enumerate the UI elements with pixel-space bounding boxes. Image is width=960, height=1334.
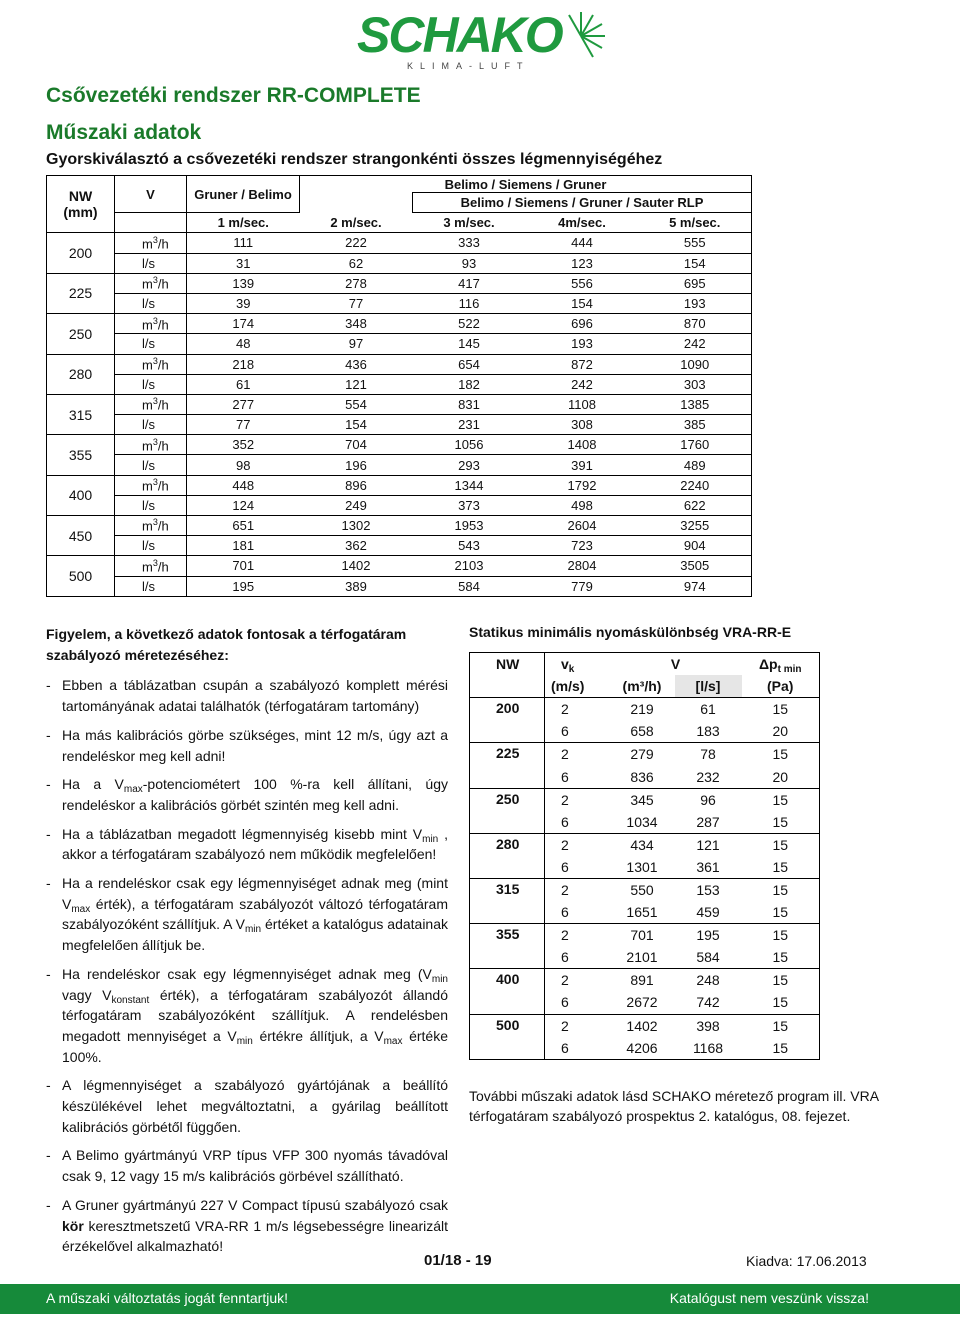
rt-cell: 20 — [742, 720, 820, 743]
cell-m3h: 1344 — [413, 475, 526, 495]
header-speed: 2 m/sec. — [300, 213, 413, 233]
note-item: - Ha a táblázatban megadott légmennyiség kisebb mint $V_{min}$ , akkor a térfogatáram szabályozó nem működik megfelelően! — [46, 824, 448, 865]
cell-ls: 489 — [639, 455, 752, 475]
rt-cell: 658 — [610, 720, 675, 743]
rt-cell: 6 — [545, 856, 610, 879]
rt-cell: 2672 — [610, 991, 675, 1014]
rt-cell: 153 — [696, 881, 720, 898]
cell-ls: 195 — [187, 576, 300, 596]
table-row — [47, 273, 752, 293]
cell-m3h: 554 — [300, 394, 413, 414]
cell-ls: 193 — [526, 334, 639, 354]
rt-cell: 279 — [630, 746, 654, 763]
rt-cell: 701 — [630, 927, 654, 944]
header-speed: 3 m/sec. — [413, 213, 526, 233]
cell-m3h: 111 — [187, 233, 300, 253]
rt-nw-value: 280 — [470, 833, 545, 878]
footer-right-text: Katalógust nem veszünk vissza! — [669, 1290, 869, 1306]
rt-cell: 1034 — [610, 811, 675, 834]
rt-cell: 96 — [700, 791, 716, 808]
table-row — [47, 394, 752, 414]
rt-cell: 287 — [675, 811, 742, 834]
cell-m3h: 3255 — [639, 516, 752, 536]
cell-ls: 48 — [187, 334, 300, 354]
table-row — [47, 253, 752, 273]
logo-tagline: KLIMA-LUFT — [407, 61, 530, 71]
nw-value: 225 — [47, 273, 115, 313]
table-row — [47, 576, 752, 596]
header-speed: 4m/sec. — [526, 213, 639, 233]
rt-cell: 4206 — [610, 1037, 675, 1060]
table-row — [47, 354, 752, 374]
cell-ls: 121 — [300, 374, 413, 394]
rt-cell: 248 — [696, 972, 720, 989]
cell-m3h: 174 — [187, 314, 300, 334]
rt-cell: 2 — [561, 836, 569, 853]
cell-ls: 373 — [413, 495, 526, 515]
cell-ls: 904 — [639, 536, 752, 556]
cell-m3h: 870 — [639, 314, 752, 334]
cell-m3h: 1408 — [526, 435, 639, 455]
rt-cell: 15 — [742, 1037, 820, 1060]
note-item: - Ha rendeléskor csak egy légmennyiséget adnak meg ($V_{min}$ vagy $V_{konstant}$ érték), a térfogatáram szabályozót állandó térfogatáram szabályozóként szállítjuk. A rendelésben megadott mennyiséget a $V_{min}$ értékre állítjuk, a $V_{max}$ értéke 100%. — [46, 964, 448, 1068]
rt-cell: 6 — [545, 811, 610, 834]
cell-m3h: 651 — [187, 516, 300, 536]
cell-ls: 181 — [187, 536, 300, 556]
unit-m3h: $m^3/h$ — [115, 556, 187, 576]
note-item: - Ha a rendeléskor csak egy légmennyiséget adnak meg (mint $V_{max}$ érték), a térfogatáram szabályozót változó térfogatáram szabályozóként szállítjuk. A $V_{min}$ értéket a katalógus adatainak megfelelően állítjuk be. — [46, 873, 448, 956]
cell-m3h: 333 — [413, 233, 526, 253]
cell-ls: 974 — [639, 576, 752, 596]
rt-cell: 2 — [561, 881, 569, 898]
cell-m3h: 1792 — [526, 475, 639, 495]
header-belimo-siemens-gruner-sauter: Belimo / Siemens / Gruner / Sauter RLP — [413, 193, 752, 213]
unit-ls: l/s — [115, 415, 187, 435]
nw-value: 400 — [47, 475, 115, 515]
rt-cell: 15 — [742, 901, 820, 924]
rt-cell: 15 — [742, 811, 820, 834]
rt-header-m3h: (m³/h) — [610, 675, 675, 698]
rt-cell: 15 — [742, 856, 820, 879]
cell-ls: 389 — [300, 576, 413, 596]
cell-m3h: 1953 — [413, 516, 526, 536]
nw-value: 500 — [47, 556, 115, 596]
cell-ls: 123 — [526, 253, 639, 273]
cell-m3h: 701 — [187, 556, 300, 576]
rt-cell: 2101 — [610, 946, 675, 969]
rt-cell: 2 — [561, 746, 569, 763]
rt-cell: 584 — [675, 946, 742, 969]
cell-m3h: 218 — [187, 354, 300, 374]
cell-ls: 93 — [413, 253, 526, 273]
unit-m3h: $m^3/h$ — [115, 273, 187, 293]
rt-cell: 6 — [545, 765, 610, 788]
rt-header-pa: (Pa) — [742, 675, 820, 698]
rt-cell: 15 — [742, 946, 820, 969]
footer-bar — [0, 1284, 960, 1314]
note-item: - Ebben a táblázatban csupán a szabályozó komplett mérési tartományának adatai találhatók (térfogatáram tartomány) — [46, 675, 448, 716]
table-row — [47, 374, 752, 394]
rt-cell: 15 — [742, 698, 820, 721]
cell-ls: 242 — [639, 334, 752, 354]
nw-value: 280 — [47, 354, 115, 394]
cell-m3h: 556 — [526, 273, 639, 293]
cell-ls: 196 — [300, 455, 413, 475]
cell-m3h: 444 — [526, 233, 639, 253]
schako-logo — [355, 6, 607, 72]
cell-ls: 97 — [300, 334, 413, 354]
cell-m3h: 896 — [300, 475, 413, 495]
cell-ls: 622 — [639, 495, 752, 515]
cell-ls: 145 — [413, 334, 526, 354]
cell-m3h: 695 — [639, 273, 752, 293]
table-row — [47, 516, 752, 536]
rt-header-ms: (m/s) — [545, 675, 610, 698]
rt-cell: 15 — [742, 833, 820, 856]
rt-row — [470, 698, 820, 721]
cell-m3h: 831 — [413, 394, 526, 414]
rt-cell: 1301 — [610, 856, 675, 879]
cell-m3h: 2103 — [413, 556, 526, 576]
table-row — [47, 556, 752, 576]
cell-m3h: 872 — [526, 354, 639, 374]
rt-header-ls: [l/s] — [675, 675, 742, 698]
rt-cell: 1651 — [610, 901, 675, 924]
rt-nw-value: 355 — [470, 924, 545, 969]
rt-row — [470, 878, 820, 901]
nw-value: 450 — [47, 516, 115, 556]
rt-cell: 345 — [630, 791, 654, 808]
rt-cell: 6 — [545, 946, 610, 969]
rt-cell: 15 — [742, 991, 820, 1014]
header-belimo-siemens-gruner: Belimo / Siemens / Gruner — [300, 176, 752, 193]
rt-cell: 836 — [610, 765, 675, 788]
cell-ls: 61 — [187, 374, 300, 394]
cell-ls: 154 — [639, 253, 752, 273]
table-row — [47, 536, 752, 556]
cell-ls: 385 — [639, 415, 752, 435]
rt-cell: 15 — [742, 788, 820, 811]
rt-cell: 2 — [561, 791, 569, 808]
unit-ls: l/s — [115, 495, 187, 515]
cell-m3h: 277 — [187, 394, 300, 414]
cell-ls: 293 — [413, 455, 526, 475]
cell-m3h: 1385 — [639, 394, 752, 414]
cell-m3h: 3505 — [639, 556, 752, 576]
rt-header-v: V — [610, 653, 742, 676]
rt-cell: 6 — [545, 1037, 610, 1060]
cell-m3h: 654 — [413, 354, 526, 374]
page-number: 01/18 - 19 — [424, 1252, 492, 1269]
rt-cell: 15 — [742, 1014, 820, 1037]
cell-ls: 62 — [300, 253, 413, 273]
cell-ls: 543 — [413, 536, 526, 556]
note-item: - A Belimo gyártmányú VRP típus VFP 300 nyomás távadóval csak 9, 12 vagy 15 m/s kalibrációs görbével szállítható. — [46, 1145, 448, 1186]
table-row — [47, 415, 752, 435]
rt-cell: 6 — [545, 901, 610, 924]
unit-m3h: $m^3/h$ — [115, 354, 187, 374]
cell-m3h: 2240 — [639, 475, 752, 495]
cell-m3h: 348 — [300, 314, 413, 334]
rt-cell: 232 — [675, 765, 742, 788]
cell-ls: 116 — [413, 293, 526, 313]
section-subtitle: Gyorskiválasztó a csővezetéki rendszer strangonkénti összes légmennyiségéhez — [46, 151, 663, 168]
rt-cell: 6 — [545, 991, 610, 1014]
rt-cell: 6 — [545, 720, 610, 743]
cell-ls: 182 — [413, 374, 526, 394]
cell-ls: 31 — [187, 253, 300, 273]
cell-m3h: 1302 — [300, 516, 413, 536]
right-note: További műszaki adatok lásd SCHAKO méretező program ill. VRA térfogatáram szabályozó prospektus 2. katalógus, 08. fejezet. — [469, 1088, 879, 1124]
rt-cell: 183 — [675, 720, 742, 743]
cell-ls: 154 — [300, 415, 413, 435]
unit-ls: l/s — [115, 576, 187, 596]
note-item: - A légmennyiséget a szabályozó gyártójának a beállító készülékével lehet megváltoztatni, a gyárilag beállított kalibrációs görbétől függően. — [46, 1075, 448, 1137]
rt-cell: 15 — [742, 924, 820, 947]
rt-header-vk: $v_k$ — [545, 653, 610, 676]
unit-ls: l/s — [115, 293, 187, 313]
cell-m3h: 696 — [526, 314, 639, 334]
section-title: Műszaki adatok — [46, 121, 202, 144]
pressure-difference-table — [469, 652, 820, 1060]
rt-nw-value: 315 — [470, 878, 545, 923]
unit-m3h: $m^3/h$ — [115, 475, 187, 495]
cell-ls: 77 — [187, 415, 300, 435]
unit-m3h: $m^3/h$ — [115, 314, 187, 334]
cell-ls: 303 — [639, 374, 752, 394]
cell-m3h: 278 — [300, 273, 413, 293]
rt-row — [470, 833, 820, 856]
cell-m3h: 522 — [413, 314, 526, 334]
cell-ls: 498 — [526, 495, 639, 515]
logo-brand-text: SCHAKO — [357, 7, 562, 63]
table-row — [47, 293, 752, 313]
rt-nw-value: 500 — [470, 1014, 545, 1059]
rt-cell: 550 — [630, 881, 654, 898]
rt-cell: 2 — [561, 972, 569, 989]
cell-ls: 362 — [300, 536, 413, 556]
unit-ls: l/s — [115, 374, 187, 394]
nw-value: 315 — [47, 394, 115, 434]
table-row — [47, 314, 752, 334]
rt-nw-value: 225 — [470, 743, 545, 788]
rt-row — [470, 969, 820, 992]
rt-row — [470, 924, 820, 947]
cell-m3h: 436 — [300, 354, 413, 374]
notes-section — [46, 624, 448, 1265]
cell-ls: 193 — [639, 293, 752, 313]
rt-cell: 195 — [696, 927, 720, 944]
header-nw: NW (mm) — [47, 176, 115, 233]
unit-ls: l/s — [115, 253, 187, 273]
rt-header-nw: NW — [470, 653, 545, 676]
cell-ls: 249 — [300, 495, 413, 515]
rt-cell: 398 — [696, 1017, 720, 1034]
cell-m3h: 139 — [187, 273, 300, 293]
table-row — [47, 435, 752, 455]
nw-value: 250 — [47, 314, 115, 354]
rt-cell: 2 — [561, 927, 569, 944]
unit-m3h: $m^3/h$ — [115, 233, 187, 253]
rt-cell: 1402 — [626, 1017, 658, 1034]
rt-cell: 78 — [700, 746, 716, 763]
header-gruner-belimo: Gruner / Belimo — [187, 176, 300, 213]
note-item: - Ha a $V_{max}$-potenciométert 100 %-ra kell állítani, úgy rendeléskor a kalibrációs görbét szintén meg kell adni. — [46, 774, 448, 815]
notes-list — [46, 675, 448, 1257]
cell-ls: 39 — [187, 293, 300, 313]
cell-m3h: 1760 — [639, 435, 752, 455]
cell-ls: 98 — [187, 455, 300, 475]
cell-ls: 231 — [413, 415, 526, 435]
cell-ls: 124 — [187, 495, 300, 515]
cell-ls: 154 — [526, 293, 639, 313]
cell-m3h: 1090 — [639, 354, 752, 374]
rt-cell: 61 — [700, 701, 716, 718]
cell-ls: 77 — [300, 293, 413, 313]
rt-cell: 742 — [675, 991, 742, 1014]
header-speed: 5 m/sec. — [639, 213, 752, 233]
logo-sun-icon — [569, 12, 605, 57]
rt-cell: 219 — [630, 701, 654, 718]
rt-row — [470, 1014, 820, 1037]
unit-ls: l/s — [115, 536, 187, 556]
unit-ls: l/s — [115, 334, 187, 354]
table-row — [47, 455, 752, 475]
rt-nw-value: 400 — [470, 969, 545, 1014]
cell-m3h: 555 — [639, 233, 752, 253]
footer-left-text: A műszaki változtatás jogát fenntartjuk! — [46, 1290, 289, 1306]
cell-ls: 391 — [526, 455, 639, 475]
rt-cell: 2 — [561, 1017, 569, 1034]
cell-m3h: 704 — [300, 435, 413, 455]
rt-cell: 15 — [742, 743, 820, 766]
unit-m3h: $m^3/h$ — [115, 394, 187, 414]
cell-m3h: 222 — [300, 233, 413, 253]
rt-cell: 15 — [742, 878, 820, 901]
page-title: Csővezetéki rendszer RR-COMPLETE — [46, 84, 421, 107]
rt-row — [470, 788, 820, 811]
table-row — [47, 233, 752, 253]
cell-ls: 242 — [526, 374, 639, 394]
rt-cell: 361 — [675, 856, 742, 879]
unit-ls: l/s — [115, 455, 187, 475]
cell-m3h: 2604 — [526, 516, 639, 536]
rt-cell: 20 — [742, 765, 820, 788]
note-item: - Ha más kalibrációs görbe szükséges, mint 12 m/s, úgy azt a rendeléskor meg kell adni! — [46, 725, 448, 766]
cell-m3h: 2804 — [526, 556, 639, 576]
table-row — [47, 475, 752, 495]
cell-ls: 308 — [526, 415, 639, 435]
quick-selection-table — [46, 175, 752, 597]
cell-ls: 584 — [413, 576, 526, 596]
rt-cell: 459 — [675, 901, 742, 924]
cell-ls: 723 — [526, 536, 639, 556]
header-v: V — [115, 176, 187, 213]
rt-nw-value: 200 — [470, 698, 545, 743]
rt-cell: 1168 — [675, 1037, 742, 1060]
rt-cell: 2 — [561, 701, 569, 718]
table-row — [47, 334, 752, 354]
unit-m3h: $m^3/h$ — [115, 435, 187, 455]
cell-ls: 779 — [526, 576, 639, 596]
note-item: - A Gruner gyártmányú 227 V Compact típusú szabályozó csak kör keresztmetszetű VRA-RR 1 m/s légsebességre linearizált érzékelővel alkalmazható! — [46, 1195, 448, 1257]
nw-value: 200 — [47, 233, 115, 273]
cell-m3h: 417 — [413, 273, 526, 293]
rt-row — [470, 743, 820, 766]
nw-value: 355 — [47, 435, 115, 475]
rt-cell: 891 — [630, 972, 654, 989]
right-table-title: Statikus minimális nyomáskülönbség VRA-RR-E — [469, 624, 792, 640]
header-speed: 1 m/sec. — [187, 213, 300, 233]
rt-header-dp: $\Delta p_{t min}$ — [742, 653, 820, 676]
rt-nw-value: 250 — [470, 788, 545, 833]
cell-m3h: 1056 — [413, 435, 526, 455]
rt-cell: 121 — [696, 836, 720, 853]
issue-date: Kiadva: 17.06.2013 — [746, 1253, 867, 1269]
cell-m3h: 1402 — [300, 556, 413, 576]
rt-cell: 434 — [630, 836, 654, 853]
cell-m3h: 448 — [187, 475, 300, 495]
table-row — [47, 495, 752, 515]
cell-m3h: 352 — [187, 435, 300, 455]
notes-title: Figyelem, a következő adatok fontosak a térfogatáram szabályozó méretezéséhez: — [46, 626, 407, 663]
unit-m3h: $m^3/h$ — [115, 516, 187, 536]
rt-cell: 15 — [742, 969, 820, 992]
cell-m3h: 1108 — [526, 394, 639, 414]
